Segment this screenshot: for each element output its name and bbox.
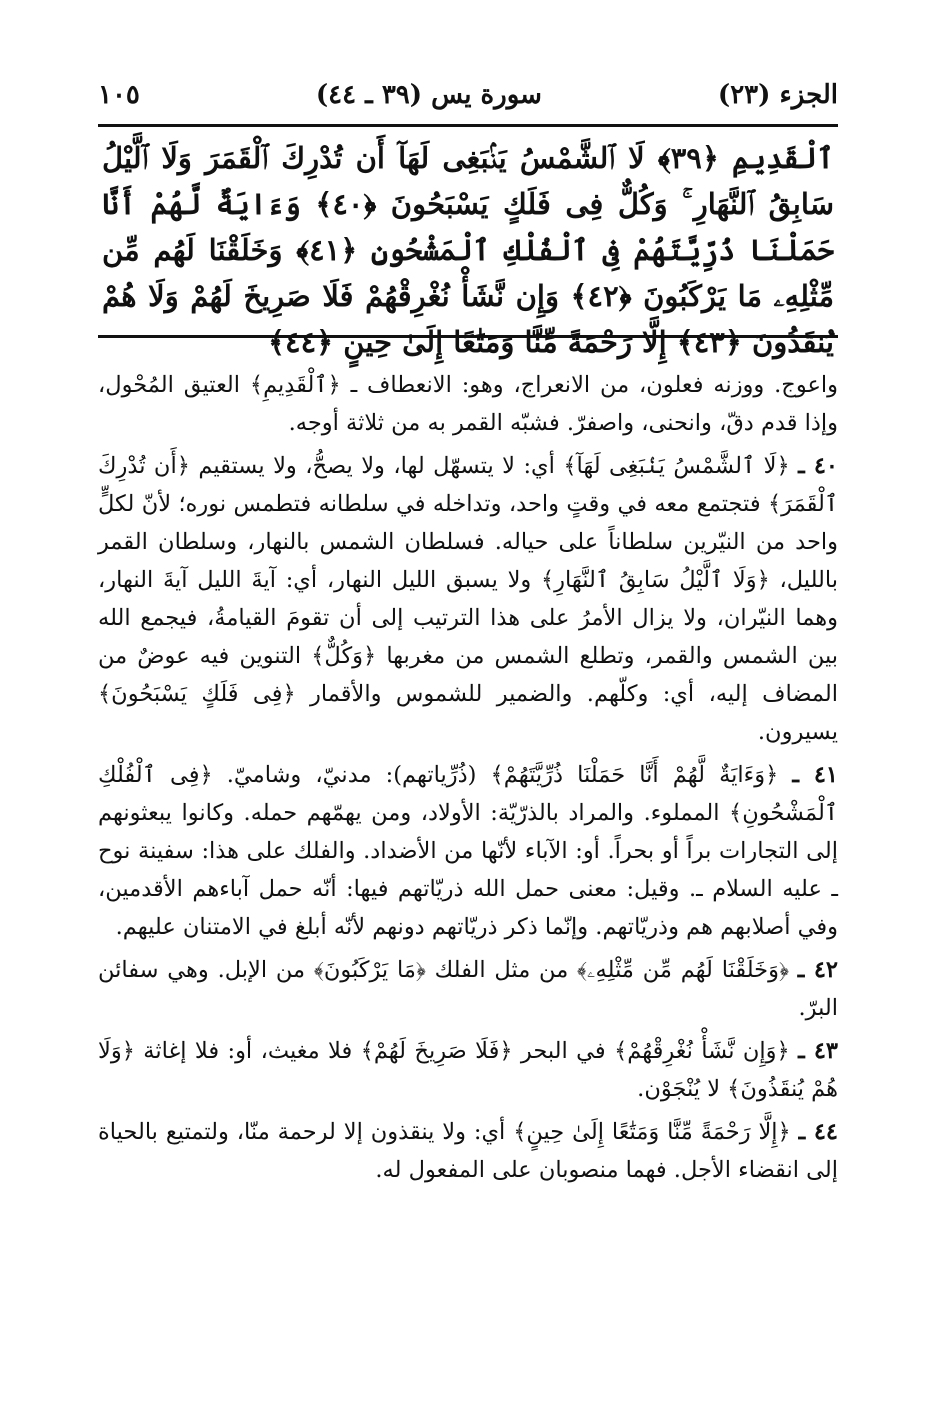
commentary-paragraph bbox=[98, 366, 838, 442]
verse-number: ٤٤ ـ bbox=[798, 1119, 838, 1145]
page-header bbox=[98, 80, 838, 124]
commentary-paragraph bbox=[98, 1113, 838, 1189]
verse-number: ٤٣ ـ bbox=[798, 1038, 838, 1064]
paragraph-text: واعوج. ووزنه فعلون، من الانعراج، وهو: الانعطاف ـ ﴿ٱلْقَدِيمِ﴾ العتيق المُحْول، وإذا قدم دقّ، وانحنى، واصفرّ. فشبّه القمر به من ثلاثة أوجه. bbox=[98, 372, 838, 436]
surah-label: سورة يس (٣٩ ـ ٤٤) bbox=[315, 80, 542, 110]
page-number: ١٠٥ bbox=[98, 80, 140, 110]
commentary bbox=[98, 338, 838, 1189]
quran-verses: ٱلْقَدِيمِ ﴿٣٩﴾ لَا ٱلشَّمْسُ يَنۢبَغِى لَهَآ أَن تُدْرِكَ ٱلْقَمَرَ وَلَا ٱلَّيْلُ سَابِقُ ٱلنَّهَارِ ۚ وَكُلٌّ فِى فَلَكٍ يَسْبَحُونَ ﴿٤٠﴾ وَءَايَةٌ لَّهُمْ أَنَّا حَمَلْنَا ذُرِّيَّتَهُمْ فِى ٱلْفُلْكِ ٱلْمَشْحُونِ ﴿٤١﴾ وَخَلَقْنَا لَهُم مِّن مِّثْلِهِۦ مَا يَرْكَبُونَ ﴿٤٢﴾ وَإِن نَّشَأْ نُغْرِقْهُمْ فَلَا صَرِيخَ لَهُمْ وَلَا هُمْ يُنقَذُونَ ﴿٤٣﴾ إِلَّا رَحْمَةً مِّنَّا وَمَتَٰعًا إِلَىٰ حِينٍ ﴿٤٤﴾ bbox=[102, 141, 835, 359]
verse-number: ٤٢ ـ bbox=[797, 957, 838, 983]
commentary-paragraph bbox=[98, 951, 838, 1027]
paragraph-text: ﴿وَخَلَقْنَا لَهُم مِّن مِّثْلِهِۦ﴾ من مثل الفلك ﴿مَا يَرْكَبُونَ﴾ من الإبل. وهي سفائن البرّ. bbox=[98, 957, 838, 1021]
verse-number: ٤٠ ـ bbox=[798, 453, 838, 479]
paragraph-text: ﴿لَا ٱلشَّمْسُ يَنۢبَغِى لَهَآ﴾ أي: لا يتسهّل لها، ولا يصحُّ، ولا يستقيم ﴿أَن تُدْرِكَ ٱلْقَمَرَ﴾ فتجتمع معه في وقتٍ واحد، وتداخله في سلطانه فتطمس نوره؛ لأنّ لكلٍّ واحد من النيّرين سلطاناً على حياله. فسلطان الشمس بالنهار، وسلطان القمر بالليل، ﴿وَلَا ٱلَّيْلُ سَابِقُ ٱلنَّهَارِ﴾ ولا يسبق الليل النهار، أي: آيةَ الليل آيةَ النهار، وهما النيّران، ولا يزال الأمرُ على هذا الترتيب إلى أن تقومَ القيامةُ، فيجمع الله بين الشمس والقمر، وتطلع الشمس من مغربها ﴿وَكُلٌّ﴾ التنوين فيه عوضٌ من المضاف إليه، أي: وكلّهم. والضمير للشموس والأقمار ﴿فِى فَلَكٍ يَسْبَحُونَ﴾ يسيرون. bbox=[98, 453, 838, 745]
part-label: الجزء (٢٣) bbox=[717, 80, 838, 110]
commentary-paragraph bbox=[98, 447, 838, 751]
paragraph-text: ﴿إِلَّا رَحْمَةً مِّنَّا وَمَتَٰعًا إِلَىٰ حِينٍ﴾ أي: ولا ينقذون إلا لرحمة منّا، ولتمتيع بالحياة إلى انقضاء الأجل. فهما منصوبان على المفعول له. bbox=[98, 1119, 838, 1183]
paragraph-text: ﴿وَءَايَةٌ لَّهُمْ أَنَّا حَمَلْنَا ذُرِّيَّتَهُمْ﴾ (ذُرِّياتهم): مدنيّ، وشاميّ. ﴿فِى ٱلْفُلْكِ ٱلْمَشْحُونِ﴾ المملوء. والمراد بالذرّيّة: الأولاد، ومن يهمّهم حمله. وكانوا يبعثونهم إلى التجارات براً أو بحراً. أو: الآباء لأنّها من الأضداد. والفلك على هذا: سفينة نوح ـ عليه السلام ـ. وقيل: معنى حمل الله ذريّاتهم فيها: أنّه حمل آباءهم الأقدمين، وفي أصلابهم هم وذريّاتهم. وإنّما ذكر ذريّاتهم دونهم لأنّه أبلغ في الامتنان عليهم. bbox=[98, 762, 838, 940]
paragraph-text: ﴿وَإِن نَّشَأْ نُغْرِقْهُمْ﴾ في البحر ﴿فَلَا صَرِيخَ لَهُمْ﴾ فلا مغيث، أو: فلا إغاثة ﴿وَلَا هُمْ يُنقَذُونَ﴾ لا يُنْجَوْن. bbox=[98, 1038, 838, 1102]
commentary-paragraph bbox=[98, 756, 838, 946]
commentary-paragraph bbox=[98, 1032, 838, 1108]
book-page bbox=[98, 80, 838, 1194]
verse-number: ٤١ ـ bbox=[792, 762, 838, 788]
